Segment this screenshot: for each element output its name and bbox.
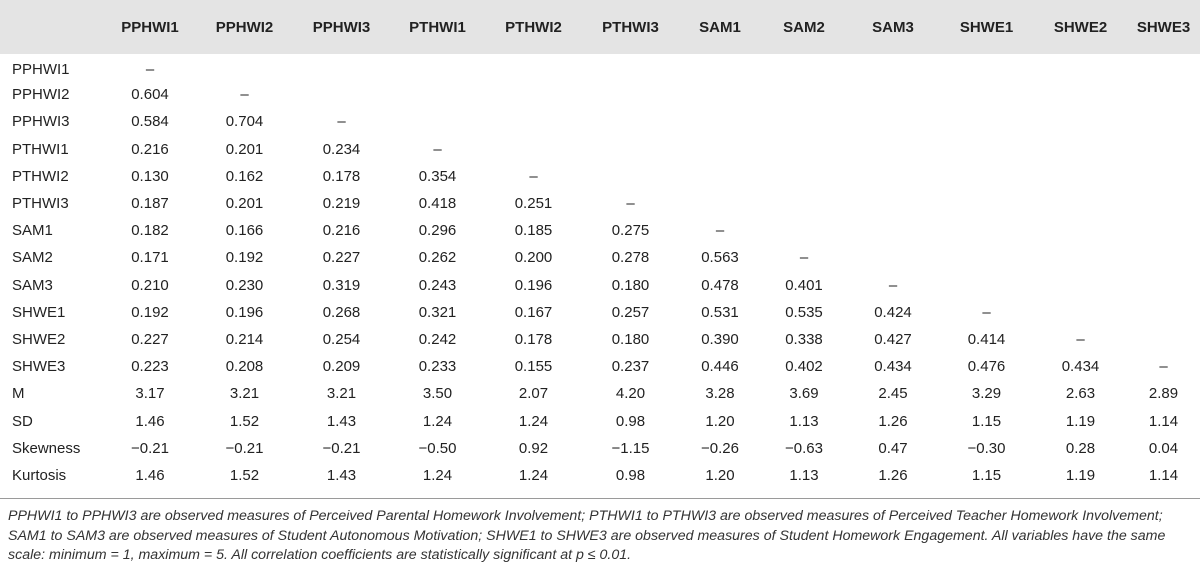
table-cell: −0.26 bbox=[701, 439, 739, 457]
table-cell: 0.254 bbox=[322, 330, 361, 348]
table-cell bbox=[847, 190, 939, 217]
table-cell: 1.24 bbox=[422, 466, 453, 484]
table-row bbox=[0, 435, 1200, 462]
table-cell: 0.214 bbox=[225, 330, 264, 348]
table-cell: 3.69 bbox=[789, 385, 819, 403]
table-cell bbox=[1127, 81, 1200, 108]
table-cell bbox=[939, 190, 1034, 217]
table-cell: 0.223 bbox=[131, 358, 169, 376]
table-cell bbox=[847, 163, 939, 190]
table-cell: 0.401 bbox=[785, 276, 823, 294]
table-cell: 0.192 bbox=[131, 303, 169, 321]
table-cell: 1.24 bbox=[518, 466, 549, 484]
table-cell bbox=[485, 54, 582, 81]
table-cell: 0.209 bbox=[322, 358, 361, 376]
column-header: PTHWI3 bbox=[602, 18, 659, 36]
table-cell bbox=[1034, 190, 1127, 217]
table-row bbox=[0, 108, 1200, 135]
table-cell bbox=[293, 81, 390, 108]
table-cell: – bbox=[433, 140, 442, 158]
table-cell: 0.130 bbox=[131, 167, 169, 185]
column-header: SHWE3 bbox=[1136, 18, 1191, 36]
table-row bbox=[0, 163, 1200, 190]
table-cell bbox=[939, 136, 1034, 163]
table-cell: 0.219 bbox=[322, 195, 361, 213]
column-header: SAM2 bbox=[783, 18, 825, 36]
table-cell: 0.402 bbox=[785, 358, 823, 376]
table-cell bbox=[679, 81, 761, 108]
table-cell bbox=[1034, 272, 1127, 299]
table-cell: 0.201 bbox=[225, 140, 264, 158]
row-label: PTHWI1 bbox=[12, 140, 69, 158]
table-row bbox=[0, 136, 1200, 163]
table-cell: 0.338 bbox=[785, 330, 823, 348]
table-cell: – bbox=[888, 276, 898, 294]
table-cell: 0.234 bbox=[322, 140, 361, 158]
table-cell: 1.19 bbox=[1065, 466, 1096, 484]
table-cell bbox=[939, 108, 1034, 135]
table-cell: 1.52 bbox=[229, 412, 260, 430]
table-cell bbox=[761, 136, 847, 163]
column-header: SHWE1 bbox=[959, 18, 1014, 36]
table-cell: 0.390 bbox=[701, 330, 739, 348]
table-cell bbox=[939, 272, 1034, 299]
table-cell: 1.13 bbox=[789, 412, 819, 430]
table-cell: 1.14 bbox=[1148, 412, 1179, 430]
table-cell bbox=[1127, 54, 1200, 81]
table-row bbox=[0, 462, 1200, 489]
column-header: PPHWI3 bbox=[312, 18, 371, 36]
table-cell: 0.535 bbox=[785, 303, 823, 321]
table-cell: 0.178 bbox=[514, 330, 553, 348]
table-cell: 0.237 bbox=[611, 358, 650, 376]
table-cell: 0.192 bbox=[225, 249, 264, 267]
table-cell bbox=[1127, 217, 1200, 244]
table-cell: 0.478 bbox=[701, 276, 739, 294]
table-cell: 0.584 bbox=[131, 113, 169, 131]
table-cell: 0.424 bbox=[874, 303, 912, 321]
table-cell bbox=[485, 81, 582, 108]
table-cell: 0.182 bbox=[131, 222, 169, 240]
table-cell: 0.98 bbox=[615, 412, 646, 430]
header-row bbox=[0, 0, 1200, 54]
table-cell: 1.20 bbox=[705, 466, 735, 484]
table-cell: 3.28 bbox=[705, 385, 735, 403]
table-cell: 1.52 bbox=[229, 466, 260, 484]
table-cell: 0.216 bbox=[322, 222, 361, 240]
table-cell bbox=[1034, 244, 1127, 271]
row-label: SAM3 bbox=[12, 276, 53, 294]
table-cell: 0.604 bbox=[131, 86, 169, 104]
table-cell bbox=[582, 136, 679, 163]
table-cell bbox=[582, 81, 679, 108]
table-cell: 1.15 bbox=[971, 466, 1002, 484]
table-footnote: PPHWI1 to PPHWI3 are observed measures of Perceived Parental Homework Involvement; PTHWI1 to PTHWI3 are observed measures of Perceived Teacher Homework Involvement; SAM1 to SAM3 are observed measures of Student Autonomous Motivation; SHWE1 to SHWE3 are observed measures of Student Homework Engagement. All variables have the same scale: minimum = 1, maximum = 5. All correlation coefficients are statistically significant at p ≤ 0.01. bbox=[8, 508, 1166, 563]
table-cell bbox=[1034, 108, 1127, 135]
table-cell bbox=[761, 81, 847, 108]
table-cell: 0.227 bbox=[131, 330, 169, 348]
table-cell: – bbox=[529, 167, 538, 185]
table-cell bbox=[1127, 244, 1200, 271]
table-cell: 0.178 bbox=[322, 167, 361, 185]
row-label: SHWE3 bbox=[12, 358, 66, 376]
table-cell: 0.242 bbox=[418, 330, 457, 348]
table-cell bbox=[485, 136, 582, 163]
row-label: PPHWI1 bbox=[12, 61, 70, 79]
table-row bbox=[0, 217, 1200, 244]
row-label: SHWE1 bbox=[12, 303, 66, 321]
table-cell: – bbox=[1159, 358, 1168, 376]
table-cell: 0.47 bbox=[878, 439, 908, 457]
table-cell: – bbox=[626, 195, 635, 213]
table-cell: 0.251 bbox=[514, 195, 553, 213]
table-cell: 0.563 bbox=[701, 249, 739, 267]
table-cell: 0.418 bbox=[418, 195, 457, 213]
table-cell: 0.28 bbox=[1065, 439, 1096, 457]
table-cell: 1.46 bbox=[135, 412, 165, 430]
table-row bbox=[0, 299, 1200, 326]
table-cell bbox=[847, 54, 939, 81]
table-cell bbox=[761, 54, 847, 81]
table-cell bbox=[939, 163, 1034, 190]
table-cell: 1.14 bbox=[1148, 466, 1179, 484]
table-cell bbox=[847, 108, 939, 135]
table-cell bbox=[390, 81, 485, 108]
table-cell: 0.92 bbox=[518, 439, 549, 457]
table-cell bbox=[1127, 190, 1200, 217]
table-cell bbox=[582, 108, 679, 135]
column-header: SAM1 bbox=[699, 18, 741, 36]
table-cell bbox=[847, 244, 939, 271]
table-cell bbox=[761, 190, 847, 217]
column-header: PTHWI1 bbox=[409, 18, 466, 36]
table-cell bbox=[939, 54, 1034, 81]
table-cell bbox=[761, 163, 847, 190]
row-label: SAM1 bbox=[12, 222, 53, 240]
table-cell bbox=[1127, 108, 1200, 135]
table-cell: 0.319 bbox=[322, 276, 361, 294]
table-cell: – bbox=[1076, 330, 1085, 348]
table-cell: −0.50 bbox=[418, 439, 457, 457]
table-cell: 0.180 bbox=[611, 330, 650, 348]
table-row bbox=[0, 54, 1200, 81]
row-label: SD bbox=[12, 412, 33, 430]
table-cell bbox=[939, 244, 1034, 271]
table-cell: 2.63 bbox=[1065, 385, 1096, 403]
table-cell: 4.20 bbox=[615, 385, 646, 403]
table-cell bbox=[939, 217, 1034, 244]
table-cell: 1.43 bbox=[326, 412, 357, 430]
table-row bbox=[0, 81, 1200, 108]
table-cell: −0.63 bbox=[785, 439, 823, 457]
row-label: M bbox=[12, 385, 25, 403]
table-cell bbox=[293, 54, 390, 81]
column-header: PPHWI2 bbox=[215, 18, 274, 36]
table-cell: 0.166 bbox=[225, 222, 264, 240]
table-cell: 0.180 bbox=[611, 276, 650, 294]
table-cell bbox=[1034, 299, 1127, 326]
table-cell: 0.210 bbox=[131, 276, 169, 294]
table-cell bbox=[939, 81, 1034, 108]
table-cell bbox=[679, 136, 761, 163]
column-header: SHWE2 bbox=[1053, 18, 1108, 36]
row-label: Skewness bbox=[12, 439, 81, 457]
table-cell: 0.185 bbox=[514, 222, 553, 240]
row-label: SHWE2 bbox=[12, 330, 66, 348]
table-cell: 0.208 bbox=[225, 358, 264, 376]
table-cell: 1.19 bbox=[1065, 412, 1096, 430]
row-label: PPHWI3 bbox=[12, 113, 70, 131]
bottom-rule bbox=[0, 498, 1200, 499]
table-cell: 0.704 bbox=[225, 113, 264, 131]
table-cell bbox=[847, 217, 939, 244]
table-cell: – bbox=[145, 61, 155, 79]
table-cell: 0.257 bbox=[611, 303, 650, 321]
table-cell bbox=[1127, 272, 1200, 299]
table-cell: 1.26 bbox=[878, 466, 908, 484]
table-cell: 0.196 bbox=[225, 303, 264, 321]
table-cell bbox=[847, 81, 939, 108]
table-cell bbox=[1034, 81, 1127, 108]
table-cell: 3.21 bbox=[326, 385, 357, 403]
table-cell: 1.43 bbox=[326, 466, 357, 484]
table-cell: 1.24 bbox=[422, 412, 453, 430]
table-cell: 0.268 bbox=[322, 303, 361, 321]
table-cell: 0.167 bbox=[514, 303, 553, 321]
table-cell: 1.20 bbox=[705, 412, 735, 430]
table-cell: 0.296 bbox=[418, 222, 457, 240]
table-cell bbox=[679, 108, 761, 135]
table-cell bbox=[1127, 136, 1200, 163]
table-cell: 3.50 bbox=[422, 385, 453, 403]
table-cell bbox=[1127, 326, 1200, 353]
table-cell: 0.171 bbox=[131, 249, 169, 267]
header-corner bbox=[0, 0, 104, 54]
table-cell: 3.29 bbox=[971, 385, 1002, 403]
table-cell: 1.26 bbox=[878, 412, 908, 430]
table-cell bbox=[1034, 136, 1127, 163]
table-cell: 0.354 bbox=[418, 167, 457, 185]
table-cell: 0.275 bbox=[611, 222, 650, 240]
table-cell: 0.531 bbox=[701, 303, 739, 321]
row-label: PTHWI3 bbox=[12, 195, 69, 213]
table-cell: 0.414 bbox=[967, 330, 1006, 348]
table-cell: 1.24 bbox=[518, 412, 549, 430]
table-cell: −0.21 bbox=[322, 439, 361, 457]
table-row bbox=[0, 272, 1200, 299]
table-cell bbox=[1127, 299, 1200, 326]
table-cell bbox=[1034, 163, 1127, 190]
table-cell: 3.17 bbox=[135, 385, 165, 403]
table-row bbox=[0, 326, 1200, 353]
table-cell: – bbox=[982, 303, 991, 321]
table-cell: 2.89 bbox=[1148, 385, 1179, 403]
table-cell: – bbox=[715, 222, 725, 240]
table-cell bbox=[196, 54, 293, 81]
table-cell bbox=[390, 54, 485, 81]
table-cell: 0.201 bbox=[225, 195, 264, 213]
table-cell: 2.07 bbox=[518, 385, 549, 403]
table-row bbox=[0, 380, 1200, 407]
table-cell: 0.321 bbox=[418, 303, 457, 321]
table-cell bbox=[761, 108, 847, 135]
table-cell bbox=[1127, 163, 1200, 190]
table-cell bbox=[679, 190, 761, 217]
table-row bbox=[0, 353, 1200, 380]
table-cell: 2.45 bbox=[878, 385, 908, 403]
table-body bbox=[0, 54, 1200, 489]
row-label: Kurtosis bbox=[12, 466, 67, 484]
table-cell bbox=[679, 54, 761, 81]
table-cell: – bbox=[337, 113, 346, 131]
table-cell bbox=[761, 217, 847, 244]
row-label: SAM2 bbox=[12, 249, 53, 267]
table-cell: 0.262 bbox=[418, 249, 457, 267]
table-row bbox=[0, 407, 1200, 434]
table-row bbox=[0, 244, 1200, 271]
table-cell bbox=[582, 163, 679, 190]
table-cell: 0.476 bbox=[967, 358, 1006, 376]
table-cell: 1.15 bbox=[971, 412, 1002, 430]
table-cell: 0.04 bbox=[1148, 439, 1179, 457]
table-cell: 0.196 bbox=[514, 276, 553, 294]
table-cell bbox=[1034, 217, 1127, 244]
column-header: PTHWI2 bbox=[505, 18, 562, 36]
table-cell bbox=[1034, 54, 1127, 81]
column-header: PPHWI1 bbox=[121, 18, 179, 36]
table-cell: 0.187 bbox=[131, 195, 169, 213]
table-cell: 1.46 bbox=[135, 466, 165, 484]
table-cell: – bbox=[799, 249, 809, 267]
table-cell: −0.21 bbox=[225, 439, 264, 457]
table-cell: 0.200 bbox=[514, 249, 553, 267]
table-cell bbox=[485, 108, 582, 135]
table-cell bbox=[390, 108, 485, 135]
table-cell: 0.162 bbox=[225, 167, 264, 185]
row-label: PPHWI2 bbox=[12, 86, 70, 104]
table-cell: 0.446 bbox=[701, 358, 739, 376]
table-cell bbox=[582, 54, 679, 81]
table-cell: 0.434 bbox=[874, 358, 912, 376]
table-cell: – bbox=[240, 86, 249, 104]
column-header: SAM3 bbox=[872, 18, 914, 36]
table-cell: −0.21 bbox=[131, 439, 169, 457]
table-cell: 0.233 bbox=[418, 358, 457, 376]
table-cell bbox=[847, 136, 939, 163]
table-cell: 0.216 bbox=[131, 140, 169, 158]
table-cell: 0.230 bbox=[225, 276, 264, 294]
table-cell: 0.434 bbox=[1061, 358, 1100, 376]
table-row bbox=[0, 190, 1200, 217]
table-cell bbox=[679, 163, 761, 190]
table-cell: 0.155 bbox=[514, 358, 553, 376]
table-cell: 3.21 bbox=[229, 385, 260, 403]
table-cell: 0.243 bbox=[418, 276, 457, 294]
table-cell: −1.15 bbox=[611, 439, 650, 457]
table-cell: 0.278 bbox=[611, 249, 650, 267]
row-label: PTHWI2 bbox=[12, 167, 69, 185]
table-cell: 0.227 bbox=[322, 249, 361, 267]
table-cell: 0.427 bbox=[874, 330, 912, 348]
table-cell: 1.13 bbox=[789, 466, 819, 484]
table-cell: −0.30 bbox=[967, 439, 1006, 457]
table-cell: 0.98 bbox=[615, 466, 646, 484]
